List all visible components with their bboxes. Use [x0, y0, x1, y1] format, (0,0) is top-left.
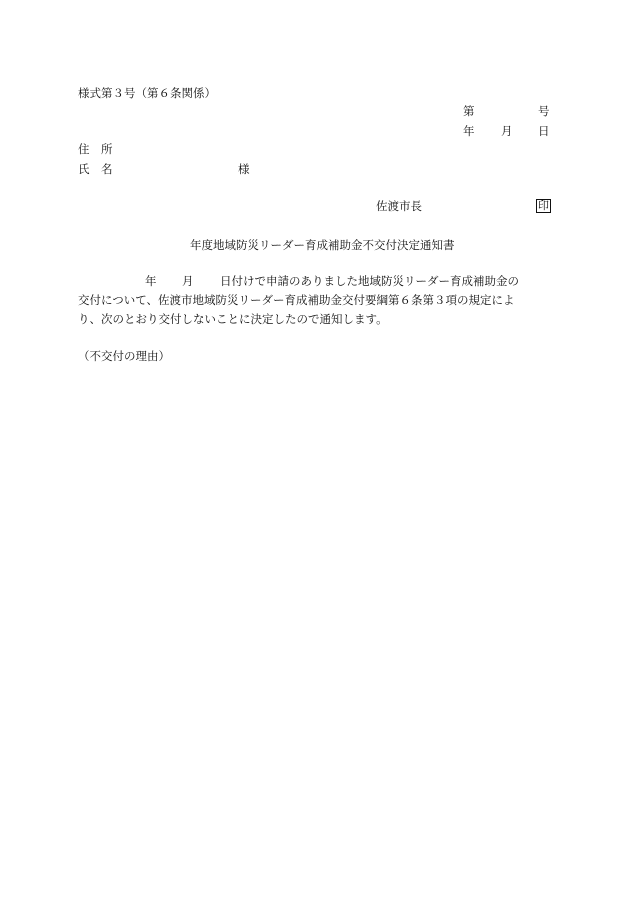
- date-year: 年: [463, 124, 475, 138]
- document-title: 年度地域防災リーダー育成補助金不交付決定通知書: [190, 238, 455, 252]
- body-month: 月: [182, 274, 194, 288]
- name-label: 氏 名: [78, 162, 113, 176]
- honorific: 様: [238, 162, 250, 176]
- date-month: 月: [501, 124, 513, 138]
- reason-label: （不交付の理由）: [78, 349, 170, 363]
- body-line-3: り、次のとおり交付しないことに決定したので通知します。: [78, 312, 388, 326]
- body-line-1: 日付けで申請のありました地域防災リーダー育成補助金の: [220, 274, 519, 288]
- seal-mark: 印: [538, 199, 549, 212]
- body-line-2: 交付について、佐渡市地域防災リーダー育成補助金交付要綱第６条第３項の規定によ: [78, 293, 515, 307]
- form-number: 様式第３号（第６条関係）: [78, 86, 216, 100]
- date-day: 日: [538, 124, 550, 138]
- issuer-title: 佐渡市長: [376, 199, 422, 213]
- body-year: 年: [145, 274, 157, 288]
- doc-number-prefix: 第: [463, 104, 475, 118]
- seal-stamp: [536, 198, 551, 213]
- address-label: 住 所: [78, 142, 113, 156]
- doc-number-suffix: 号: [538, 104, 550, 118]
